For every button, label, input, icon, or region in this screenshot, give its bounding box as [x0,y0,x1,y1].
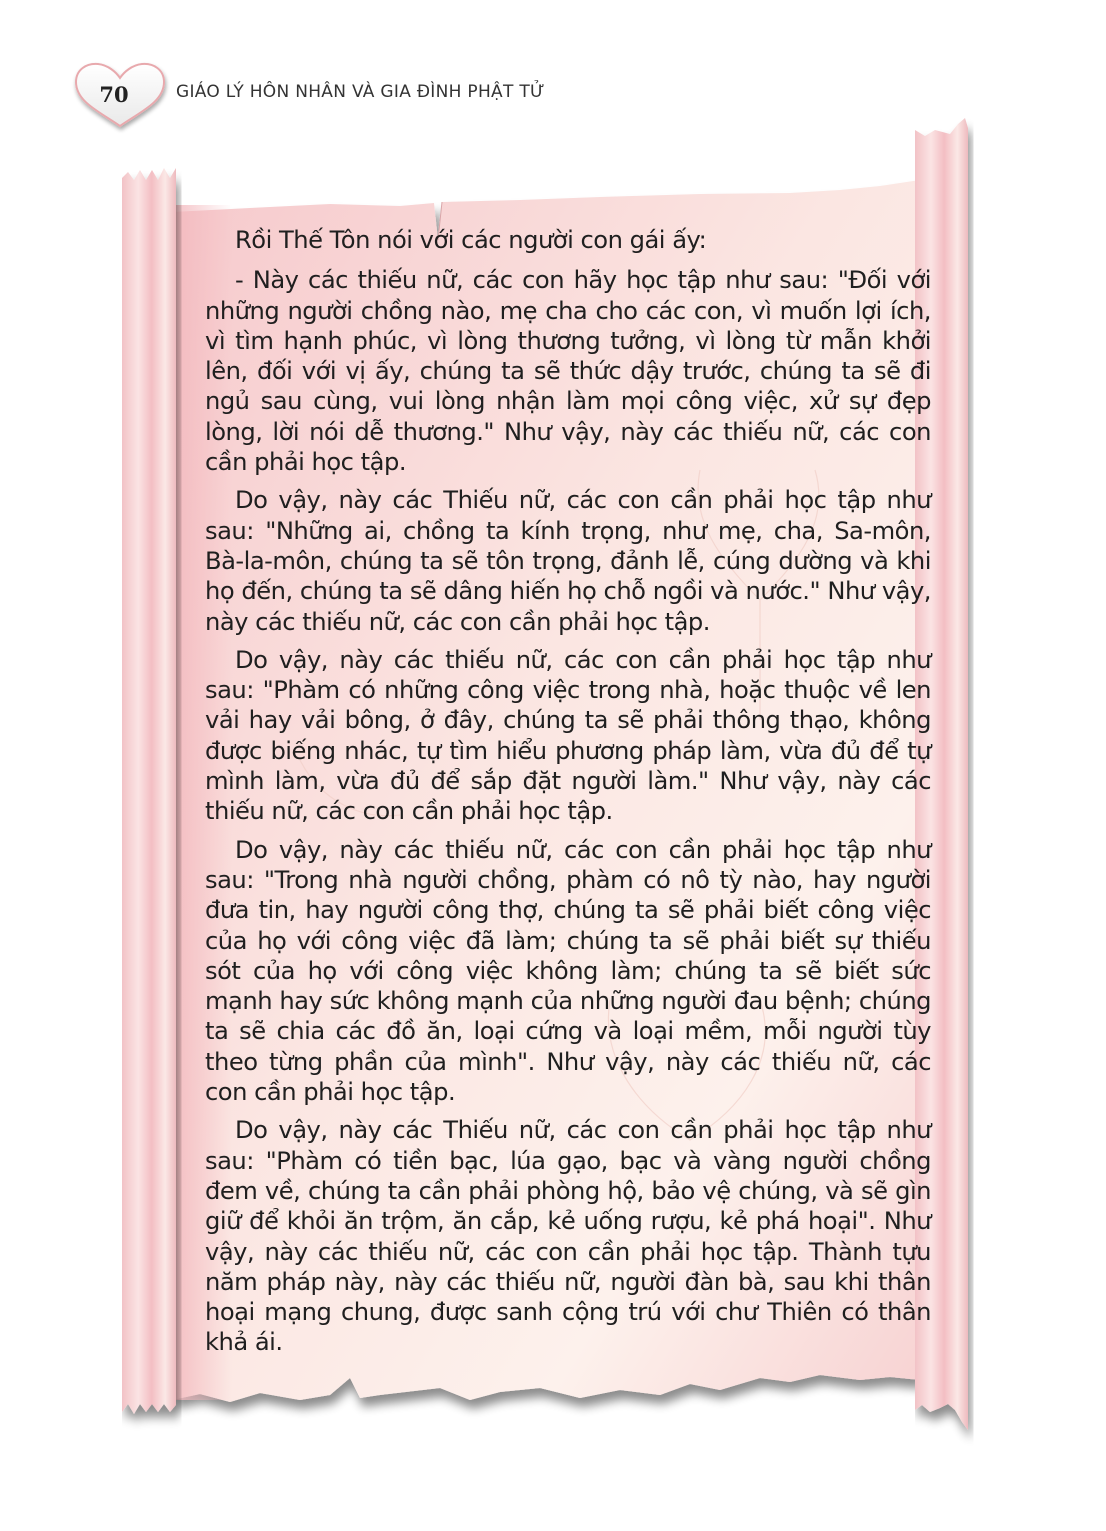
paragraph: - Này các thiếu nữ, các con hãy học tập như sau: "Đối với những người chồng nào, mẹ cha cho các con, vì muốn lợi ích, vì tìm hạnh phúc, vì lòng thương tưởng, vì lòng từ mẫn khởi lên, đối với vị ấy, chúng ta sẽ thức dậy trước, chúng ta sẽ đi ngủ sau cùng, vui lòng nhận làm mọi công việc, xử sự đẹp lòng, lời nói dễ thương." Như vậy, này các thiếu nữ, các con cần phải học tập. [205,266,931,477]
paragraph: Do vậy, này các thiếu nữ, các con cần phải học tập như sau: "Trong nhà người chồng, phàm có nô tỳ nào, hay người đưa tin, hay người công thợ, chúng ta sẽ phải biết công việc của họ với công việc đã làm; chúng ta sẽ phải biết sự thiếu sót của họ với công việc không làm; chúng ta sẽ biết sức mạnh hay sức không mạnh của những người đau bệnh; chúng ta sẽ chia các đồ ăn, loại cứng và loại mềm, mỗi người tùy theo từng phần của mình". Như vậy, này các thiếu nữ, các con cần phải học tập. [205,835,931,1107]
paragraph: Do vậy, này các Thiếu nữ, các con cần phải học tập như sau: "Phàm có tiền bạc, lúa gạo, bạc và vàng người chồng đem về, chúng ta cần phải phòng hộ, bảo vệ chúng, và sẽ gìn giữ để khỏi ăn trộm, ăn cắp, kẻ uống rượu, kẻ phá hoại". Như vậy, này các thiếu nữ, các con cần phải học tập. Thành tựu năm pháp này, này các thiếu nữ, người đàn bà, sau khi thân hoại mạng chung, được sanh cộng trú với chư Thiên có thân khả ái. [205,1116,931,1357]
paragraph: Do vậy, này các Thiếu nữ, các con cần phải học tập như sau: "Những ai, chồng ta kính trọng, như mẹ, cha, Sa-môn, Bà-la-môn, chúng ta sẽ tôn trọng, đảnh lễ, cúng dường và khi họ đến, chúng ta sẽ dâng hiến họ chỗ ngồi và nước." Như vậy, này các thiếu nữ, các con cần phải học tập. [205,486,931,636]
paragraph: Do vậy, này các thiếu nữ, các con cần phải học tập như sau: "Phàm có những công việc trong nhà, hoặc thuộc về len vải hay vải bông, ở đây, chúng ta sẽ phải thông thạo, không được biếng nhác, tự tìm hiểu phương pháp làm, vừa đủ để tự mình làm, vừa đủ để sắp đặt người làm." Như vậy, này các thiếu nữ, các con cần phải học tập. [205,645,931,826]
paragraph: Rồi Thế Tôn nói với các người con gái ấy: [235,226,707,254]
page-number: 70 [99,82,129,107]
heart-badge [70,60,170,134]
page-body-text [205,225,931,1366]
book-title: GIÁO LÝ HÔN NHÂN VÀ GIA ĐÌNH PHẬT TỬ [176,82,545,102]
page-header [70,60,970,130]
